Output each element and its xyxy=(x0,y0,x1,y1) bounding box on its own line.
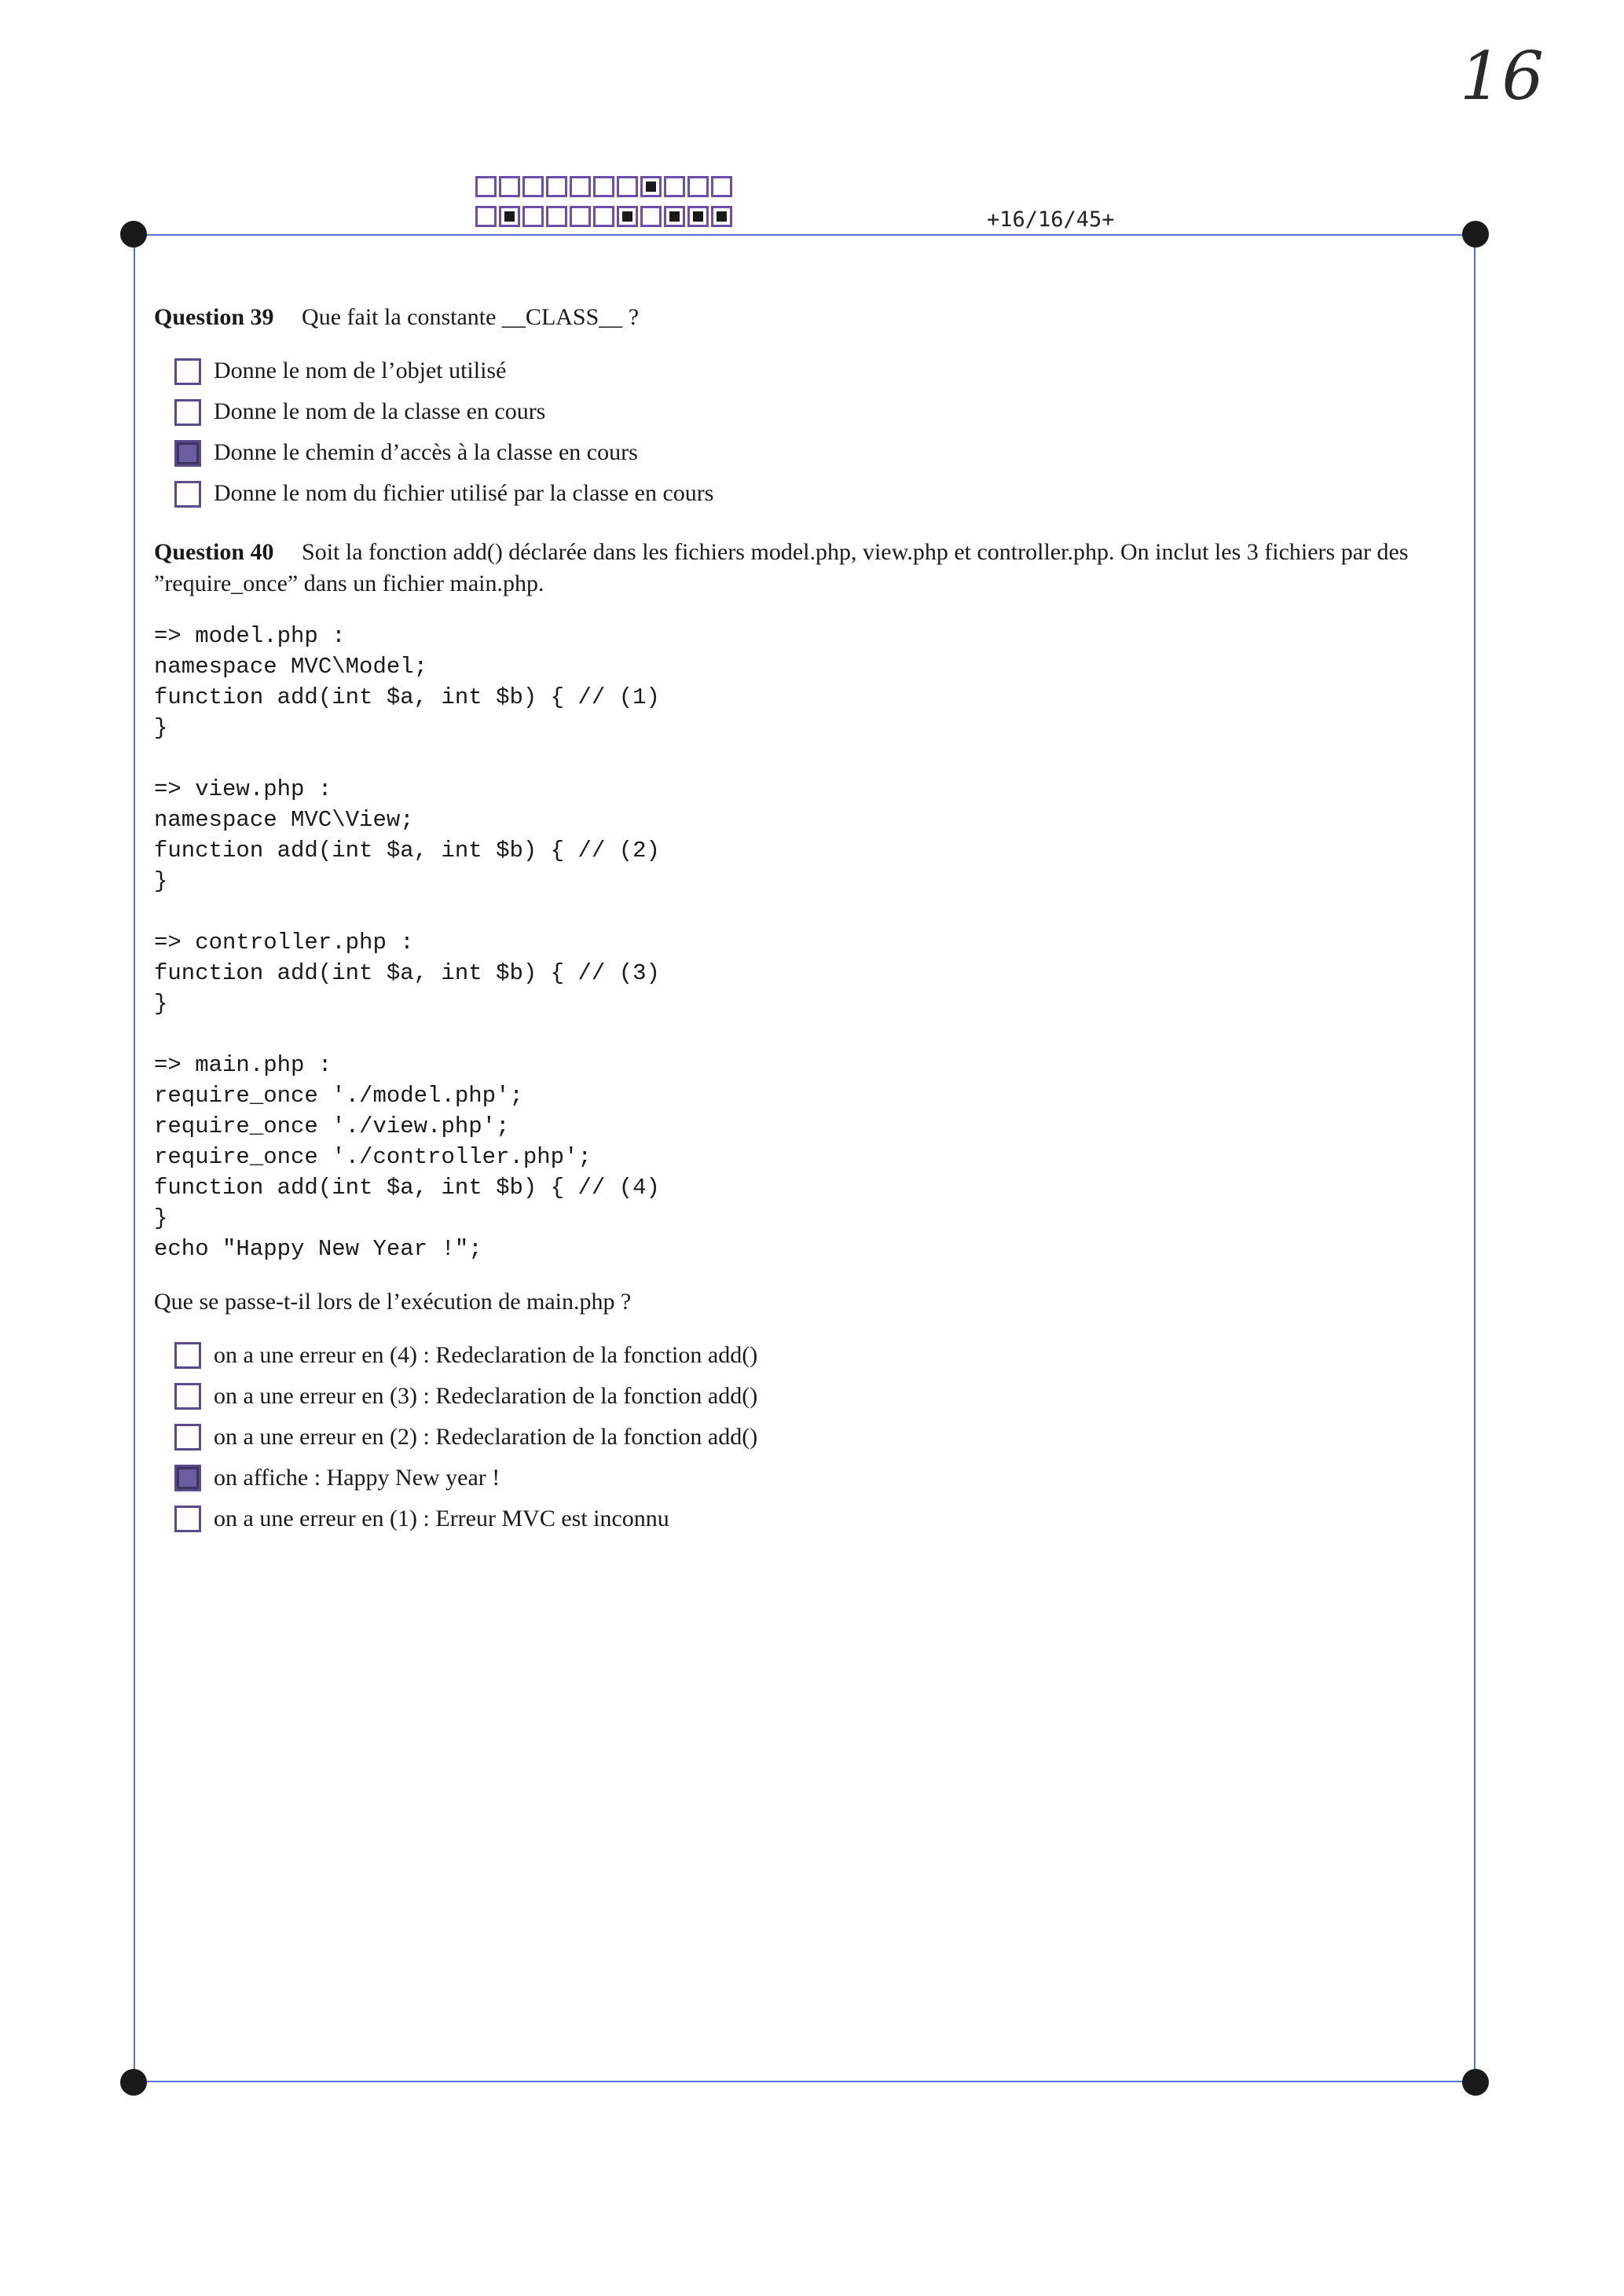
answer-text: Donne le nom du fichier utilisé par la classe en cours xyxy=(214,480,714,507)
answer-text: Donne le nom de la classe en cours xyxy=(214,398,546,425)
answer-checkbox[interactable] xyxy=(174,440,201,467)
question-40 xyxy=(154,537,1455,600)
barcode-cell xyxy=(617,176,638,197)
code-line: } xyxy=(154,867,168,894)
code-line: echo "Happy New Year !"; xyxy=(154,1235,482,1262)
answer-checkbox[interactable] xyxy=(174,399,201,426)
code-line: => view.php : xyxy=(154,776,332,802)
answer-option[interactable] xyxy=(174,433,1455,474)
code-line: namespace MVC\View; xyxy=(154,806,414,833)
answer-checkbox[interactable] xyxy=(174,1465,201,1491)
corner-mark-top-left xyxy=(120,221,147,248)
answer-checkbox[interactable] xyxy=(174,358,201,385)
answer-text: on a une erreur en (2) : Redeclaration de la fonction add() xyxy=(214,1423,758,1450)
page-code: +16/16/45+ xyxy=(987,207,1115,232)
barcode-cell xyxy=(593,206,614,227)
question-39-text: Que fait la constante __CLASS__ ? xyxy=(302,304,640,330)
question-39-label: Question 39 xyxy=(154,304,274,330)
answer-checkbox[interactable] xyxy=(174,1424,201,1451)
code-line: function add(int $a, int $b) { // (3) xyxy=(154,959,660,986)
answer-option[interactable] xyxy=(174,392,1455,433)
code-line: } xyxy=(154,990,168,1017)
barcode-cell xyxy=(522,176,544,197)
barcode-cell xyxy=(475,176,497,197)
code-gap xyxy=(154,743,1455,774)
answer-checkbox[interactable] xyxy=(174,1383,201,1410)
code-line: namespace MVC\Model; xyxy=(154,653,428,680)
barcode-cell xyxy=(522,206,544,227)
question-40-code xyxy=(154,621,1455,1264)
corner-mark-top-right xyxy=(1462,221,1489,248)
barcode-row-2 xyxy=(475,206,735,227)
answer-text: on a une erreur en (3) : Redeclaration de la fonction add() xyxy=(214,1382,758,1409)
answer-text: on a une erreur en (4) : Redeclaration de la fonction add() xyxy=(214,1341,758,1368)
corner-mark-bottom-left xyxy=(120,2069,147,2096)
barcode-cell xyxy=(546,206,567,227)
corner-mark-bottom-right xyxy=(1462,2069,1489,2096)
code-line: require_once './model.php'; xyxy=(154,1082,523,1109)
code-line: } xyxy=(154,714,168,741)
barcode-cell xyxy=(570,176,591,197)
answer-text: Donne le chemin d’accès à la classe en cours xyxy=(214,439,638,466)
barcode-row-1 xyxy=(475,176,735,197)
answer-option[interactable] xyxy=(174,351,1455,392)
question-40-prompt: Que se passe-t-il lors de l’exécution de main.php ? xyxy=(154,1288,632,1315)
barcode-cell xyxy=(711,206,732,227)
answer-text: Donne le nom de l’objet utilisé xyxy=(214,358,507,384)
barcode-cell xyxy=(664,176,685,197)
exam-content xyxy=(154,302,1455,1561)
barcode-cell xyxy=(687,176,709,197)
barcode-cell xyxy=(640,206,662,227)
code-line: => model.php : xyxy=(154,622,346,649)
code-gap xyxy=(154,897,1455,927)
barcode-cell xyxy=(570,206,591,227)
answer-checkbox[interactable] xyxy=(174,481,201,508)
barcode-cell xyxy=(499,176,520,197)
question-40-label: Question 40 xyxy=(154,538,274,565)
code-line: function add(int $a, int $b) { // (1) xyxy=(154,684,660,710)
question-39 xyxy=(154,302,1455,334)
barcode-cell xyxy=(617,206,638,227)
answer-option[interactable] xyxy=(174,474,1455,515)
barcode-cell xyxy=(593,176,614,197)
code-line: } xyxy=(154,1205,168,1231)
answer-checkbox[interactable] xyxy=(174,1506,201,1532)
answer-text: on affiche : Happy New year ! xyxy=(214,1464,500,1491)
code-line: => controller.php : xyxy=(154,929,414,955)
code-line: require_once './view.php'; xyxy=(154,1113,510,1139)
barcode-cell xyxy=(640,176,662,197)
question-40-answers xyxy=(174,1335,1455,1539)
barcode-cell xyxy=(687,206,709,227)
code-line: function add(int $a, int $b) { // (4) xyxy=(154,1174,660,1201)
barcode-cell xyxy=(664,206,685,227)
code-line: require_once './controller.php'; xyxy=(154,1143,592,1170)
question-40-text: Soit la fonction add() déclarée dans les fichiers model.php, view.php et controller.php. On inclut les 3 fichiers par des ”require_once” dans un fichier main.php. xyxy=(154,538,1409,596)
answer-option[interactable] xyxy=(174,1376,1455,1417)
barcode-cell xyxy=(711,176,732,197)
code-line: => main.php : xyxy=(154,1051,332,1078)
answer-option[interactable] xyxy=(174,1417,1455,1458)
question-39-answers xyxy=(174,351,1455,515)
answer-text: on a une erreur en (1) : Erreur MVC est inconnu xyxy=(214,1505,669,1531)
answer-option[interactable] xyxy=(174,1335,1455,1376)
answer-checkbox[interactable] xyxy=(174,1342,201,1369)
barcode-cell xyxy=(546,176,567,197)
answer-option[interactable] xyxy=(174,1458,1455,1498)
answer-option[interactable] xyxy=(174,1498,1455,1539)
code-line: function add(int $a, int $b) { // (2) xyxy=(154,837,660,864)
code-gap xyxy=(154,1019,1455,1050)
handwritten-page-number: 16 xyxy=(1460,38,1544,115)
barcode-cell xyxy=(475,206,497,227)
barcode-cell xyxy=(499,206,520,227)
